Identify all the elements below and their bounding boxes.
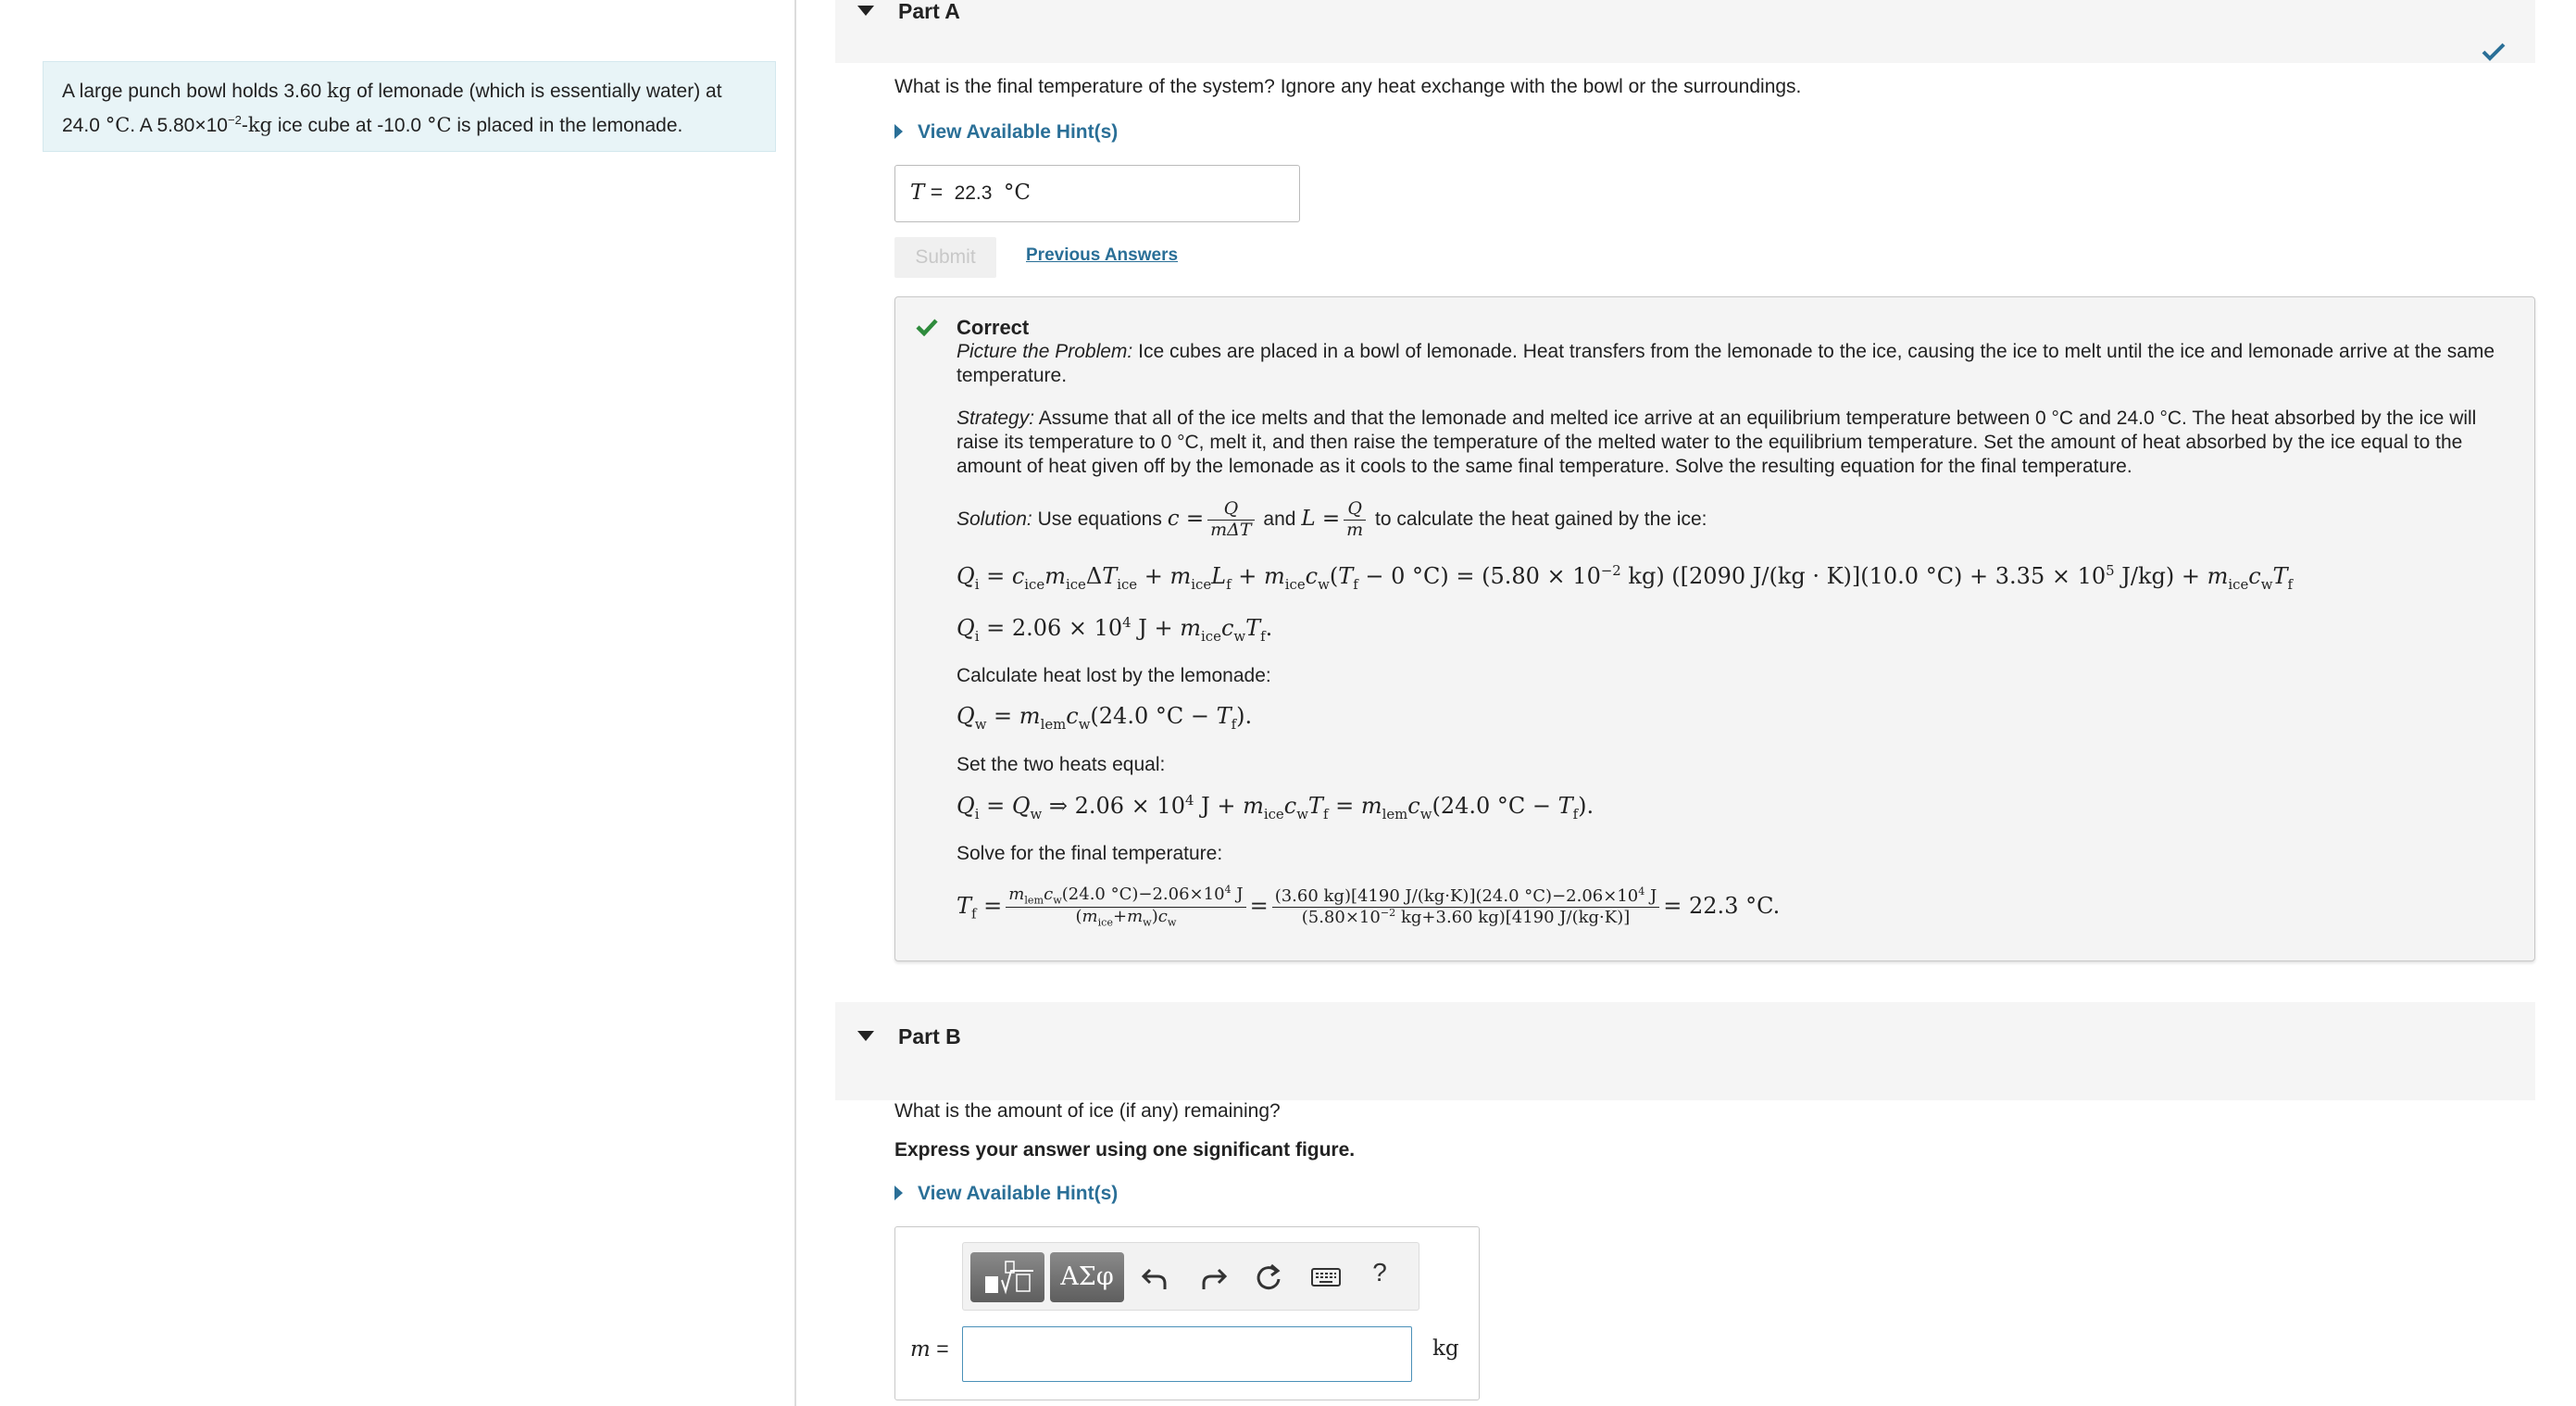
fraction-tf-symbolic <box>1006 885 1245 930</box>
part-a-question: What is the final temperature of the system? Ignore any heat exchange with the bowl or the surroundings. <box>894 76 1802 97</box>
checkmark-icon <box>2482 43 2506 61</box>
problem-text: . A 5.80×10 <box>130 115 228 136</box>
correct-checkmark-icon <box>916 318 938 336</box>
denominator: m <box>1346 519 1364 540</box>
numerator: $m_{lem}c_w(24.0$ $^\circ C)-2.06\times 10^4$ J <box>1006 885 1245 908</box>
problem-unit: °C <box>105 114 131 136</box>
answer-label <box>910 1337 949 1362</box>
hint-label: View Available Hint(s) <box>918 121 1119 143</box>
feedback-title: Correct <box>957 316 1030 339</box>
solution-label: Solution: <box>957 508 1032 530</box>
answer-unit: kg <box>1432 1337 1459 1361</box>
answer-equals: = <box>930 180 944 204</box>
caret-down-icon[interactable] <box>857 1031 874 1041</box>
part-b-answer-input[interactable] <box>962 1326 1412 1382</box>
templates-button[interactable] <box>970 1252 1044 1302</box>
keyboard-icon[interactable] <box>1309 1261 1343 1294</box>
problem-text: 24.0 <box>62 115 100 136</box>
solution-text: Use equations <box>1037 508 1162 530</box>
answer-unit: °C <box>1003 181 1031 205</box>
problem-text: is placed in the lemonade. <box>456 115 683 136</box>
part-b-hint-link[interactable] <box>894 1183 1118 1205</box>
previous-answers-link[interactable]: Previous Answers <box>1026 245 1179 265</box>
part-a-answer-box <box>894 165 1300 222</box>
problem-text: ice cube at -10.0 <box>277 115 422 136</box>
feedback-correct-box <box>894 296 2535 961</box>
submit-button[interactable]: Submit <box>894 237 996 278</box>
equation-balance: $Q_i = Q_w$ ⇒ $2.06 \times 10^4$ $J + m_{ice}c_wT_f = m_{lem}c_w(24.0$ $^\circ C - T_f$). <box>957 792 1594 822</box>
answer-variable: T <box>910 181 925 205</box>
strategy-text: Assume that all of the ice melts and that the lemonade and melted ice arrive at an equilibrium temperature between 0 °C and 24.0 °C. The heat absorbed by the ice will raise its temperature to 0 °C, melt it, and then raise the temperature of the melted water to the equilibrium temperature. Set the amount of heat absorbed by the ice equal to the amount of heat given off by the lemonade as it cools to the same final temperature. Solve the resulting equation for the final temperature. <box>957 408 2477 477</box>
heat-lost-text: Calculate heat lost by the lemonade: <box>957 665 1271 686</box>
left-panel <box>0 0 796 1406</box>
ptp-text: Ice cubes are placed in a bowl of lemonade. Heat transfers from the lemonade to the ice, causing the ice to melt until the ice and lemonade arrive at the same temperature. <box>957 341 2495 386</box>
part-b-instruction: Express your answer using one significant figure. <box>894 1139 1356 1161</box>
ptp-label: Picture the Problem: <box>957 341 1133 362</box>
problem-text: of lemonade (which is essentially water) at <box>356 81 722 102</box>
numerator: Q <box>1207 499 1254 521</box>
numerator: (3.60 kg)[4190 J/(kg·K)](24.0 $^\circ C)-2.06\times 10^4$ J <box>1272 886 1660 908</box>
part-b-header[interactable] <box>835 1002 2535 1100</box>
part-b-question: What is the amount of ice (if any) remaining? <box>894 1100 1281 1122</box>
answer-equals: = <box>936 1337 949 1361</box>
equation-qi-result: $Q_i = 2.06 \times 10^4$ $J + m_{ice}c_wT_f$. <box>957 614 1273 645</box>
equation-tf: $T_f$ = $\frac{m_{lem}c_w(24.0 ^\circ C)-2.06\times 10^4 J}{(m_{ice}+m_w)c_w}$ = $\frac{(3.60 kg)[4190 J/(kg\cdot K)](24.0 ^\circ C)-2.06\times 10^4 J}{(5.80\times 10^{-2} kg+3.60 kg)[4190 J/(kg\cdot K)]}$ = 22.3 °C. <box>957 884 1781 930</box>
denominator: $(m_{ice}+m_w)c_w$ <box>1075 907 1177 930</box>
part-a-title: Part A <box>898 0 960 23</box>
equation-qi-expanded: $Q_i = c_{ice}m_{ice}\Delta T_{ice} + m_{ice}L_f + m_{ice}c_w(T_f - 0$ $^\circ C) = (5.80 \times 10^{-2}$ kg) ([2090 J/(kg · K)](10.0 $^\circ C) + 3.35 \times 10^5$ $J/kg) + m_{ice}c_wT_f$ <box>957 562 2293 593</box>
problem-text: A large punch bowl holds 3.60 <box>62 81 322 102</box>
strategy <box>957 407 2512 479</box>
templates-icon <box>970 1252 1044 1302</box>
problem-unit: kg <box>247 114 272 136</box>
problem-statement <box>43 61 776 152</box>
caret-down-icon[interactable] <box>857 6 874 16</box>
part-a-hint-link[interactable] <box>894 121 1118 144</box>
solution-intro <box>957 499 2512 541</box>
denominator: ($5.80\times 10^{-2}$ kg+3.60 kg)[4190 J/(kg·K)] <box>1301 906 1631 927</box>
solve-text: Solve for the final temperature: <box>957 843 1223 864</box>
and-text: and <box>1263 508 1296 530</box>
part-b-title: Part B <box>898 1024 961 1048</box>
picture-the-problem <box>957 340 2512 388</box>
undo-icon[interactable] <box>1139 1261 1172 1294</box>
answer-variable: m <box>910 1337 931 1362</box>
equation-qw: $Q_w = m_{lem}c_w(24.0$ $^\circ C - T_f$). <box>957 703 1253 733</box>
problem-unit: kg <box>327 80 352 102</box>
solution-text: to calculate the heat gained by the ice: <box>1375 508 1707 530</box>
reset-icon[interactable] <box>1252 1261 1285 1294</box>
redo-icon[interactable] <box>1196 1261 1230 1294</box>
fraction-tf-numeric <box>1272 886 1660 927</box>
problem-unit: °C <box>426 114 452 136</box>
problem-text: - <box>241 115 248 136</box>
equation-l: L = <box>1301 506 1341 531</box>
part-a-header[interactable] <box>835 0 2535 63</box>
math-toolbar <box>962 1242 1419 1311</box>
help-button[interactable]: ? <box>1372 1258 1387 1287</box>
numerator: Q <box>1344 499 1366 521</box>
answer-value: 22.3 <box>954 182 993 204</box>
caret-right-icon <box>894 124 903 139</box>
hint-label: View Available Hint(s) <box>918 1183 1119 1204</box>
caret-right-icon <box>894 1186 903 1200</box>
set-equal-text: Set the two heats equal: <box>957 754 1166 775</box>
symbols-button[interactable]: ΑΣφ <box>1050 1252 1124 1302</box>
problem-exponent: −2 <box>227 113 242 127</box>
denominator: mΔT <box>1210 519 1252 540</box>
strategy-label: Strategy: <box>957 408 1035 429</box>
fraction-c <box>1207 499 1254 541</box>
part-b-answer-panel <box>894 1226 1480 1400</box>
fraction-l <box>1344 499 1366 541</box>
equation-c: c = <box>1167 506 1205 531</box>
